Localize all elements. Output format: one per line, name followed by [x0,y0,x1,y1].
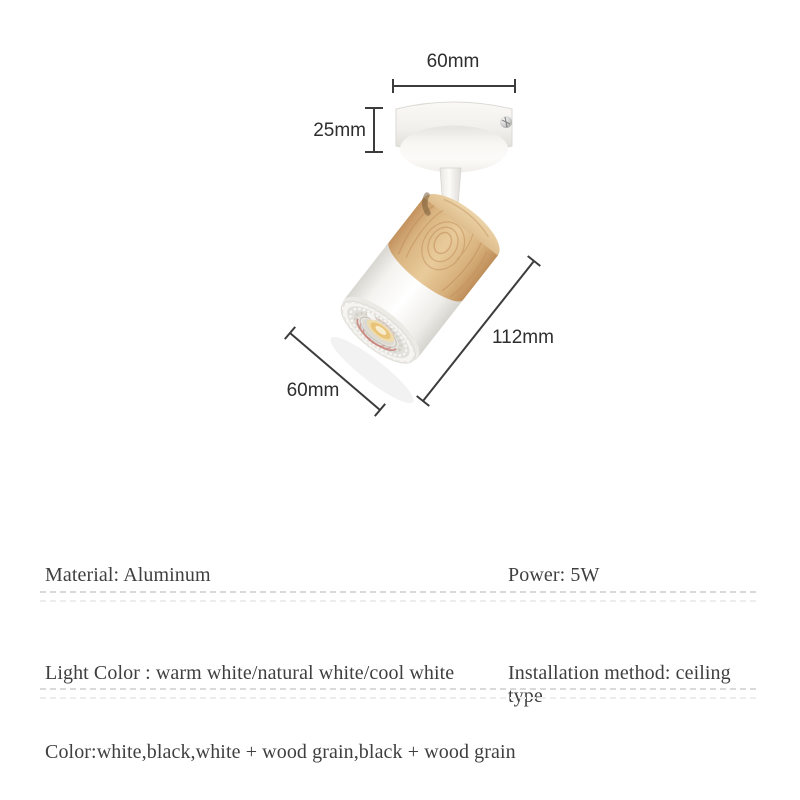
spec-row-color-options [45,741,760,764]
dim-canopy-width [393,79,515,93]
canopy-screw [500,116,512,128]
spec-color-options: Color:white,black,white + wood grain,black + wood grain [45,741,516,763]
dim-label-canopy-height: 25mm [313,120,366,141]
dim-label-body-diameter: 60mm [286,380,340,401]
ceiling-canopy [396,102,512,173]
spec-row-lightcolor-installation [45,662,760,708]
dim-label-canopy-width: 60mm [426,51,480,72]
product-diagram [240,30,570,430]
spec-installation-method: Installation method: ceiling type [508,662,731,707]
spec-row-material-power [45,564,760,587]
spec-power: Power: 5W [508,564,600,586]
lamp-head [331,183,510,375]
dim-canopy-height [365,108,383,152]
dashed-divider [40,591,756,602]
spec-material: Material: Aluminum [45,564,211,586]
dim-label-body-length: 112mm [492,327,554,348]
dashed-divider [40,688,756,699]
spec-light-color: Light Color : warm white/natural white/cool white [45,662,455,684]
stem-slot-shadow [425,195,428,213]
